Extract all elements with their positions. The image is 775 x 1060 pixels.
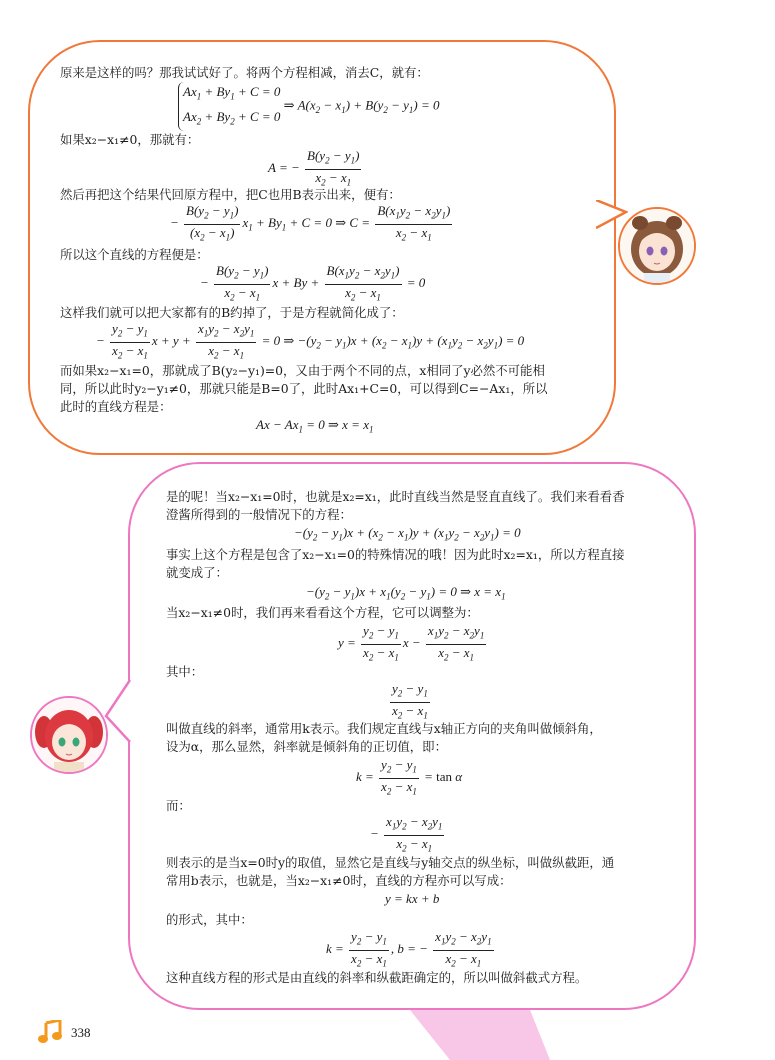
music-note-icon [38,1020,64,1044]
bubble2-line-11: 常用b表示，也就是，当x₂−x₁≠0时，直线的方程亦可以写成： [166,873,512,888]
bubble1-line-1: 原来是这样的吗？那我试试好了。将两个方程相减，消去C，就有： [60,65,429,80]
bubble1-line-3: 然后再把这个结果代回原方程中，把C也用B表示出来，便有： [60,187,401,202]
bubble2-line-7: 叫做直线的斜率，通常用k表示。我们规定直线与x轴正方向的夹角叫做倾斜角， [166,721,602,736]
equation-adjusted: y = $\frac{y_2 - y_1}{x_2 - x_1}$ x − $\frac{x_1y_2 - x_2y_1}{x_2 - x_1}$ [338,623,485,663]
equation-tan: k = $\frac{y_2 - y_1}{x_2 - x_1}$ = tan α [356,757,463,797]
bubble2-line-10: 则表示的是当x=0时y的取值，显然它是直线与y轴交点的纵坐标，叫做纵截距，通 [166,855,615,870]
bubble1-line-4: 所以这个直线的方程便是： [60,247,209,262]
bubble2-line-2: 澄酱所得到的一般情况下的方程： [166,507,352,522]
equation-slope-fraction: $\frac{y_2 - y_1}{x_2 - x_1}$ [392,681,428,721]
bubble2-line-3: 事实上这个方程是包含了x₂−x₁=0的特殊情况的哦！因为此时x₂=x₁，所以方程直接 [166,547,625,562]
equation-vertical: $Ax - Ax_1 = 0$ ⇒ $x = x_1$ [256,417,374,435]
equation-line-b: − $\frac{B(y_2 - y_1)}{x_2 - x_1}$ x + By + $\frac{B(x_1y_2 - x_2y_1)}{x_2 - x_1}$ = 0 [200,263,426,303]
bubble2-line-12: 的形式，其中： [166,912,253,927]
bubble1-line-8: 此时的直线方程是： [60,399,172,414]
equation-c: − $\frac{B(y_2 - y_1)}{(x_2 - x_1)}$ $x_1 + By_1 + C = 0$ ⇒ C = $\frac{B(x_1y_2 - x_2y_1)}{x_2 - x_1}$ [170,203,451,243]
equation-intercept-fraction: − $\frac{x_1y_2 - x_2y_1}{x_2 - x_1}$ [370,814,443,854]
equation-special: $-(y_2 - y_1)x + x_1(y_2 - y_1) = 0$ ⇒ $x = x_1$ [306,584,506,602]
page-number: 338 [71,1025,91,1040]
bubble1-line-6: 而如果x₂−x₁=0，那就成了B(y₂−y₁)=0，又由于两个不同的点，x相同了y必然不可能相 [60,363,545,378]
bubble2-line-13: 这种直线方程的形式是由直线的斜率和纵截距确定的，所以叫做斜截式方程。 [166,970,588,985]
decorative-pink-shape [410,1010,775,1060]
speech-bubble-2-tail [104,680,132,744]
bubble2-line-1: 是的呢！当x₂−x₁=0时，也就是x₂=x₁，此时直线当然是竖直直线了。我们来看看香 [166,489,625,504]
bubble2-line-4: 就变成了： [166,565,228,580]
equation-general: $-(y_2 - y_1)x + (x_2 - x_1)y + (x_1y_2 - x_2y_1) = 0$ [294,525,521,543]
character-avatar-red-hair [30,696,108,774]
equation-a: A = − $\frac{B(y_2 - y_1)}{x_2 - x_1}$ [268,148,360,188]
bubble2-line-9: 而： [166,798,191,813]
equation-k-b: k = $\frac{y_2 - y_1}{x_2 - x_1}$ , b = − $\frac{x_1y_2 - x_2y_1}{x_2 - x_1}$ [326,929,492,969]
equation-slope-intercept: y = kx + b [385,891,440,906]
character-avatar-brown-hair [618,207,696,285]
bubble1-line-5: 这样我们就可以把大家都有的B约掉了，于是方程就简化成了： [60,305,404,320]
bubble1-line-7: 同，所以此时y₂−y₁≠0，那就只能是B=0了，此时Ax₁+C=0，可以得到C=−Ax₁，所以 [60,381,548,396]
equation-system: $Ax_1 + By_1 + C = 0$ $Ax_2 + By_2 + C = 0$ ⇒ $A(x_2 - x_1) + B(y_2 - y_1) = 0$ [178,82,440,131]
equation-simplified: − $\frac{y_2 - y_1}{x_2 - x_1}$ x + y + $\frac{x_1y_2 - x_2y_1}{x_2 - x_1}$ = 0 ⇒ $-(y_2 - y_1)x + (x_2 - x_1)y + (x_1y_2 - x_2y_1) = 0$ [96,321,525,361]
bubble2-line-5: 当x₂−x₁≠0时，我们再来看看这个方程，它可以调整为： [166,605,479,620]
bubble1-line-2: 如果x₂−x₁≠0，那就有： [60,132,200,147]
bubble2-line-8: 设为α，那么显然，斜率就是倾斜角的正切值，即： [166,739,447,754]
bubble2-line-6: 其中： [166,664,204,679]
